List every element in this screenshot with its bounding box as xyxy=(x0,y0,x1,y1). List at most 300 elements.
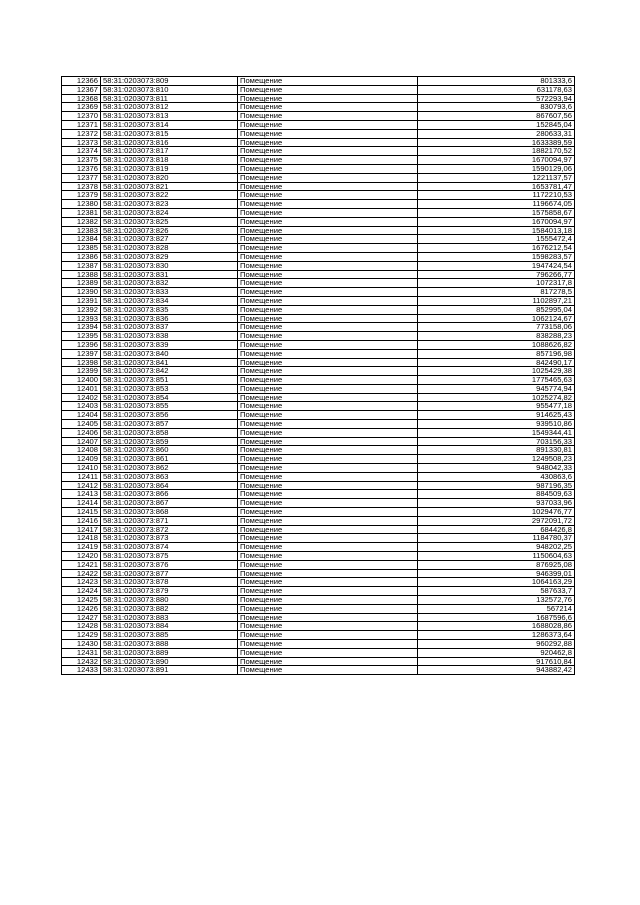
table-row xyxy=(62,428,575,437)
object-type-cell: Помещение xyxy=(238,244,418,253)
row-number-cell: 12419 xyxy=(62,543,101,552)
table-row xyxy=(62,94,575,103)
cadastral-number-cell: 58:31:0203073:885 xyxy=(101,631,238,640)
cadastral-number-cell: 58:31:0203073:891 xyxy=(101,666,238,675)
object-type-cell: Помещение xyxy=(238,77,418,86)
row-number-cell: 12397 xyxy=(62,349,101,358)
row-number-cell: 12430 xyxy=(62,640,101,649)
table-row xyxy=(62,279,575,288)
cadastral-number-cell: 58:31:0203073:866 xyxy=(101,490,238,499)
cadastral-number-cell: 58:31:0203073:874 xyxy=(101,543,238,552)
object-type-cell: Помещение xyxy=(238,147,418,156)
value-cell: 773158,06 xyxy=(418,323,575,332)
value-cell: 1598283,57 xyxy=(418,252,575,261)
value-cell: 1670094,97 xyxy=(418,217,575,226)
table-row xyxy=(62,596,575,605)
row-number-cell: 12402 xyxy=(62,393,101,402)
cadastral-number-cell: 58:31:0203073:863 xyxy=(101,472,238,481)
cadastral-number-cell: 58:31:0203073:825 xyxy=(101,217,238,226)
row-number-cell: 12383 xyxy=(62,226,101,235)
row-number-cell: 12403 xyxy=(62,402,101,411)
value-cell: 987196,35 xyxy=(418,481,575,490)
value-cell: 920462,8 xyxy=(418,648,575,657)
object-type-cell: Помещение xyxy=(238,648,418,657)
cadastral-number-cell: 58:31:0203073:834 xyxy=(101,296,238,305)
table-row xyxy=(62,508,575,517)
row-number-cell: 12411 xyxy=(62,472,101,481)
value-cell: 852995,04 xyxy=(418,305,575,314)
object-type-cell: Помещение xyxy=(238,560,418,569)
row-number-cell: 12410 xyxy=(62,464,101,473)
cadastral-number-cell: 58:31:0203073:853 xyxy=(101,384,238,393)
cadastral-number-cell: 58:31:0203073:813 xyxy=(101,112,238,121)
row-number-cell: 12390 xyxy=(62,288,101,297)
value-cell: 132572,76 xyxy=(418,596,575,605)
object-type-cell: Помещение xyxy=(238,314,418,323)
value-cell: 631178,63 xyxy=(418,85,575,94)
value-cell: 1882170,52 xyxy=(418,147,575,156)
row-number-cell: 12368 xyxy=(62,94,101,103)
row-number-cell: 12407 xyxy=(62,437,101,446)
value-cell: 1688028,86 xyxy=(418,622,575,631)
table-row xyxy=(62,402,575,411)
table-row xyxy=(62,587,575,596)
cadastral-number-cell: 58:31:0203073:867 xyxy=(101,499,238,508)
object-type-cell: Помещение xyxy=(238,420,418,429)
value-cell: 1025274,82 xyxy=(418,393,575,402)
table-row xyxy=(62,543,575,552)
object-type-cell: Помещение xyxy=(238,129,418,138)
cadastral-number-cell: 58:31:0203073:868 xyxy=(101,508,238,517)
row-number-cell: 12384 xyxy=(62,235,101,244)
table-row xyxy=(62,578,575,587)
row-number-cell: 12416 xyxy=(62,516,101,525)
table-row xyxy=(62,261,575,270)
row-number-cell: 12408 xyxy=(62,446,101,455)
row-number-cell: 12414 xyxy=(62,499,101,508)
value-cell: 1633389,59 xyxy=(418,138,575,147)
row-number-cell: 12406 xyxy=(62,428,101,437)
object-type-cell: Помещение xyxy=(238,446,418,455)
value-cell: 948042,33 xyxy=(418,464,575,473)
value-cell: 1549344,41 xyxy=(418,428,575,437)
cadastral-number-cell: 58:31:0203073:842 xyxy=(101,367,238,376)
object-type-cell: Помещение xyxy=(238,120,418,129)
row-number-cell: 12429 xyxy=(62,631,101,640)
object-type-cell: Помещение xyxy=(238,252,418,261)
value-cell: 1064163,29 xyxy=(418,578,575,587)
value-cell: 430863,6 xyxy=(418,472,575,481)
row-number-cell: 12371 xyxy=(62,120,101,129)
value-cell: 1584013,18 xyxy=(418,226,575,235)
table-row xyxy=(62,270,575,279)
cadastral-number-cell: 58:31:0203073:880 xyxy=(101,596,238,605)
object-type-cell: Помещение xyxy=(238,490,418,499)
value-cell: 876925,08 xyxy=(418,560,575,569)
table-row xyxy=(62,173,575,182)
cadastral-number-cell: 58:31:0203073:838 xyxy=(101,332,238,341)
table-row xyxy=(62,648,575,657)
table-row xyxy=(62,112,575,121)
cadastral-number-cell: 58:31:0203073:821 xyxy=(101,182,238,191)
row-number-cell: 12386 xyxy=(62,252,101,261)
row-number-cell: 12396 xyxy=(62,340,101,349)
table-row xyxy=(62,182,575,191)
value-cell: 1025429,38 xyxy=(418,367,575,376)
table-row xyxy=(62,358,575,367)
object-type-cell: Помещение xyxy=(238,402,418,411)
row-number-cell: 12400 xyxy=(62,376,101,385)
table-row xyxy=(62,244,575,253)
cadastral-number-cell: 58:31:0203073:819 xyxy=(101,164,238,173)
table-row xyxy=(62,420,575,429)
object-type-cell: Помещение xyxy=(238,596,418,605)
value-cell: 703156,33 xyxy=(418,437,575,446)
table-row xyxy=(62,622,575,631)
object-type-cell: Помещение xyxy=(238,103,418,112)
value-cell: 891330,81 xyxy=(418,446,575,455)
cadastral-number-cell: 58:31:0203073:836 xyxy=(101,314,238,323)
cadastral-number-cell: 58:31:0203073:890 xyxy=(101,657,238,666)
value-cell: 1184780,37 xyxy=(418,534,575,543)
table-row xyxy=(62,208,575,217)
object-type-cell: Помещение xyxy=(238,508,418,517)
row-number-cell: 12421 xyxy=(62,560,101,569)
value-cell: 1653781,47 xyxy=(418,182,575,191)
object-type-cell: Помещение xyxy=(238,156,418,165)
value-cell: 948202,25 xyxy=(418,543,575,552)
row-number-cell: 12395 xyxy=(62,332,101,341)
object-type-cell: Помещение xyxy=(238,455,418,464)
cadastral-number-cell: 58:31:0203073:876 xyxy=(101,560,238,569)
object-type-cell: Помещение xyxy=(238,552,418,561)
row-number-cell: 12380 xyxy=(62,200,101,209)
row-number-cell: 12423 xyxy=(62,578,101,587)
cadastral-number-cell: 58:31:0203073:814 xyxy=(101,120,238,129)
object-type-cell: Помещение xyxy=(238,499,418,508)
row-number-cell: 12394 xyxy=(62,323,101,332)
object-type-cell: Помещение xyxy=(238,393,418,402)
cadastral-number-cell: 58:31:0203073:809 xyxy=(101,77,238,86)
cadastral-number-cell: 58:31:0203073:831 xyxy=(101,270,238,279)
cadastral-number-cell: 58:31:0203073:864 xyxy=(101,481,238,490)
row-number-cell: 12379 xyxy=(62,191,101,200)
cadastral-number-cell: 58:31:0203073:815 xyxy=(101,129,238,138)
row-number-cell: 12372 xyxy=(62,129,101,138)
value-cell: 801333,6 xyxy=(418,77,575,86)
row-number-cell: 12387 xyxy=(62,261,101,270)
cadastral-number-cell: 58:31:0203073:883 xyxy=(101,613,238,622)
cadastral-number-cell: 58:31:0203073:833 xyxy=(101,288,238,297)
value-cell: 1670094,97 xyxy=(418,156,575,165)
table-row xyxy=(62,640,575,649)
value-cell: 1150604,63 xyxy=(418,552,575,561)
row-number-cell: 12366 xyxy=(62,77,101,86)
value-cell: 1102897,21 xyxy=(418,296,575,305)
table-row xyxy=(62,411,575,420)
cadastral-number-cell: 58:31:0203073:824 xyxy=(101,208,238,217)
row-number-cell: 12420 xyxy=(62,552,101,561)
object-type-cell: Помещение xyxy=(238,182,418,191)
row-number-cell: 12424 xyxy=(62,587,101,596)
value-cell: 914625,43 xyxy=(418,411,575,420)
object-type-cell: Помещение xyxy=(238,94,418,103)
row-number-cell: 12432 xyxy=(62,657,101,666)
value-cell: 937033,96 xyxy=(418,499,575,508)
table-row xyxy=(62,490,575,499)
table-row xyxy=(62,147,575,156)
table-row xyxy=(62,472,575,481)
table-row xyxy=(62,525,575,534)
object-type-cell: Помещение xyxy=(238,657,418,666)
row-number-cell: 12426 xyxy=(62,604,101,613)
table-row xyxy=(62,552,575,561)
table-body xyxy=(62,77,575,675)
value-cell: 1676212,54 xyxy=(418,244,575,253)
value-cell: 1286373,64 xyxy=(418,631,575,640)
value-cell: 280633,31 xyxy=(418,129,575,138)
value-cell: 1196674,05 xyxy=(418,200,575,209)
table-row xyxy=(62,657,575,666)
object-type-cell: Помещение xyxy=(238,437,418,446)
row-number-cell: 12367 xyxy=(62,85,101,94)
row-number-cell: 12391 xyxy=(62,296,101,305)
value-cell: 946399,01 xyxy=(418,569,575,578)
value-cell: 1249508,23 xyxy=(418,455,575,464)
object-type-cell: Помещение xyxy=(238,349,418,358)
object-type-cell: Помещение xyxy=(238,208,418,217)
row-number-cell: 12433 xyxy=(62,666,101,675)
row-number-cell: 12378 xyxy=(62,182,101,191)
value-cell: 842490,17 xyxy=(418,358,575,367)
row-number-cell: 12431 xyxy=(62,648,101,657)
object-type-cell: Помещение xyxy=(238,367,418,376)
cadastral-number-cell: 58:31:0203073:812 xyxy=(101,103,238,112)
value-cell: 943882,42 xyxy=(418,666,575,675)
object-type-cell: Помещение xyxy=(238,173,418,182)
value-cell: 1575858,67 xyxy=(418,208,575,217)
value-cell: 867607,56 xyxy=(418,112,575,121)
cadastral-number-cell: 58:31:0203073:828 xyxy=(101,244,238,253)
row-number-cell: 12388 xyxy=(62,270,101,279)
object-type-cell: Помещение xyxy=(238,305,418,314)
object-type-cell: Помещение xyxy=(238,428,418,437)
value-cell: 955477,18 xyxy=(418,402,575,411)
cadastral-number-cell: 58:31:0203073:861 xyxy=(101,455,238,464)
cadastral-number-cell: 58:31:0203073:884 xyxy=(101,622,238,631)
value-cell: 684426,8 xyxy=(418,525,575,534)
value-cell: 939510,86 xyxy=(418,420,575,429)
cadastral-number-cell: 58:31:0203073:840 xyxy=(101,349,238,358)
row-number-cell: 12412 xyxy=(62,481,101,490)
object-type-cell: Помещение xyxy=(238,640,418,649)
cadastral-number-cell: 58:31:0203073:879 xyxy=(101,587,238,596)
cadastral-number-cell: 58:31:0203073:816 xyxy=(101,138,238,147)
value-cell: 838288,23 xyxy=(418,332,575,341)
table-row xyxy=(62,217,575,226)
cadastral-number-cell: 58:31:0203073:817 xyxy=(101,147,238,156)
object-type-cell: Помещение xyxy=(238,622,418,631)
table-row xyxy=(62,200,575,209)
value-cell: 1555472,4 xyxy=(418,235,575,244)
cadastral-number-cell: 58:31:0203073:859 xyxy=(101,437,238,446)
cadastral-number-cell: 58:31:0203073:827 xyxy=(101,235,238,244)
object-type-cell: Помещение xyxy=(238,279,418,288)
cadastral-number-cell: 58:31:0203073:872 xyxy=(101,525,238,534)
value-cell: 587633,7 xyxy=(418,587,575,596)
value-cell: 817278,5 xyxy=(418,288,575,297)
value-cell: 1172210,53 xyxy=(418,191,575,200)
cadastral-number-cell: 58:31:0203073:841 xyxy=(101,358,238,367)
row-number-cell: 12385 xyxy=(62,244,101,253)
table-row xyxy=(62,323,575,332)
cadastral-number-cell: 58:31:0203073:875 xyxy=(101,552,238,561)
row-number-cell: 12409 xyxy=(62,455,101,464)
value-cell: 567214 xyxy=(418,604,575,613)
table-row xyxy=(62,437,575,446)
object-type-cell: Помещение xyxy=(238,631,418,640)
row-number-cell: 12393 xyxy=(62,314,101,323)
object-type-cell: Помещение xyxy=(238,578,418,587)
value-cell: 1221137,57 xyxy=(418,173,575,182)
row-number-cell: 12405 xyxy=(62,420,101,429)
cadastral-number-cell: 58:31:0203073:862 xyxy=(101,464,238,473)
object-type-cell: Помещение xyxy=(238,516,418,525)
cadastral-number-cell: 58:31:0203073:826 xyxy=(101,226,238,235)
row-number-cell: 12376 xyxy=(62,164,101,173)
object-type-cell: Помещение xyxy=(238,411,418,420)
object-type-cell: Помещение xyxy=(238,666,418,675)
object-type-cell: Помещение xyxy=(238,569,418,578)
row-number-cell: 12399 xyxy=(62,367,101,376)
object-type-cell: Помещение xyxy=(238,340,418,349)
value-cell: 2972091,72 xyxy=(418,516,575,525)
table-row xyxy=(62,296,575,305)
object-type-cell: Помещение xyxy=(238,472,418,481)
table-row xyxy=(62,604,575,613)
cadastral-number-cell: 58:31:0203073:823 xyxy=(101,200,238,209)
table-row xyxy=(62,569,575,578)
object-type-cell: Помещение xyxy=(238,534,418,543)
value-cell: 945774,94 xyxy=(418,384,575,393)
value-cell: 884509,63 xyxy=(418,490,575,499)
table-row xyxy=(62,164,575,173)
object-type-cell: Помещение xyxy=(238,613,418,622)
table-row xyxy=(62,103,575,112)
row-number-cell: 12381 xyxy=(62,208,101,217)
object-type-cell: Помещение xyxy=(238,376,418,385)
cadastral-number-cell: 58:31:0203073:822 xyxy=(101,191,238,200)
table-row xyxy=(62,516,575,525)
row-number-cell: 12389 xyxy=(62,279,101,288)
table-row xyxy=(62,305,575,314)
object-type-cell: Помещение xyxy=(238,112,418,121)
cadastral-number-cell: 58:31:0203073:837 xyxy=(101,323,238,332)
table-row xyxy=(62,340,575,349)
row-number-cell: 12401 xyxy=(62,384,101,393)
object-type-cell: Помещение xyxy=(238,270,418,279)
table-row xyxy=(62,534,575,543)
cadastral-number-cell: 58:31:0203073:889 xyxy=(101,648,238,657)
object-type-cell: Помещение xyxy=(238,323,418,332)
table-row xyxy=(62,77,575,86)
row-number-cell: 12422 xyxy=(62,569,101,578)
cadastral-number-cell: 58:31:0203073:855 xyxy=(101,402,238,411)
value-cell: 1947424,54 xyxy=(418,261,575,270)
row-number-cell: 12428 xyxy=(62,622,101,631)
row-number-cell: 12413 xyxy=(62,490,101,499)
table-row xyxy=(62,235,575,244)
row-number-cell: 12417 xyxy=(62,525,101,534)
cadastral-number-cell: 58:31:0203073:873 xyxy=(101,534,238,543)
table-row xyxy=(62,376,575,385)
table-row xyxy=(62,129,575,138)
cadastral-number-cell: 58:31:0203073:835 xyxy=(101,305,238,314)
row-number-cell: 12398 xyxy=(62,358,101,367)
object-type-cell: Помещение xyxy=(238,296,418,305)
value-cell: 1775465,63 xyxy=(418,376,575,385)
object-type-cell: Помещение xyxy=(238,332,418,341)
row-number-cell: 12418 xyxy=(62,534,101,543)
value-cell: 857196,98 xyxy=(418,349,575,358)
value-cell: 1062124,67 xyxy=(418,314,575,323)
object-type-cell: Помещение xyxy=(238,200,418,209)
cadastral-number-cell: 58:31:0203073:857 xyxy=(101,420,238,429)
table-row xyxy=(62,252,575,261)
value-cell: 1072317,8 xyxy=(418,279,575,288)
table-row xyxy=(62,367,575,376)
cadastral-number-cell: 58:31:0203073:830 xyxy=(101,261,238,270)
table-row xyxy=(62,138,575,147)
table-row xyxy=(62,384,575,393)
cadastral-number-cell: 58:31:0203073:856 xyxy=(101,411,238,420)
value-cell: 1590129,06 xyxy=(418,164,575,173)
value-cell: 796266,77 xyxy=(418,270,575,279)
cadastral-number-cell: 58:31:0203073:858 xyxy=(101,428,238,437)
cadastral-number-cell: 58:31:0203073:882 xyxy=(101,604,238,613)
object-type-cell: Помещение xyxy=(238,525,418,534)
table-row xyxy=(62,560,575,569)
row-number-cell: 12415 xyxy=(62,508,101,517)
value-cell: 917610,84 xyxy=(418,657,575,666)
value-cell: 152845,04 xyxy=(418,120,575,129)
cadastral-number-cell: 58:31:0203073:818 xyxy=(101,156,238,165)
row-number-cell: 12392 xyxy=(62,305,101,314)
object-type-cell: Помещение xyxy=(238,85,418,94)
value-cell: 1029476,77 xyxy=(418,508,575,517)
object-type-cell: Помещение xyxy=(238,261,418,270)
row-number-cell: 12425 xyxy=(62,596,101,605)
table-row xyxy=(62,446,575,455)
row-number-cell: 12373 xyxy=(62,138,101,147)
table-row xyxy=(62,499,575,508)
table-row xyxy=(62,613,575,622)
row-number-cell: 12375 xyxy=(62,156,101,165)
row-number-cell: 12382 xyxy=(62,217,101,226)
object-type-cell: Помещение xyxy=(238,191,418,200)
table-row xyxy=(62,156,575,165)
table-row xyxy=(62,288,575,297)
cadastral-number-cell: 58:31:0203073:839 xyxy=(101,340,238,349)
value-cell: 572293,94 xyxy=(418,94,575,103)
object-type-cell: Помещение xyxy=(238,587,418,596)
table-row xyxy=(62,85,575,94)
object-type-cell: Помещение xyxy=(238,226,418,235)
object-type-cell: Помещение xyxy=(238,235,418,244)
cadastral-number-cell: 58:31:0203073:860 xyxy=(101,446,238,455)
object-type-cell: Помещение xyxy=(238,464,418,473)
cadastral-number-cell: 58:31:0203073:877 xyxy=(101,569,238,578)
